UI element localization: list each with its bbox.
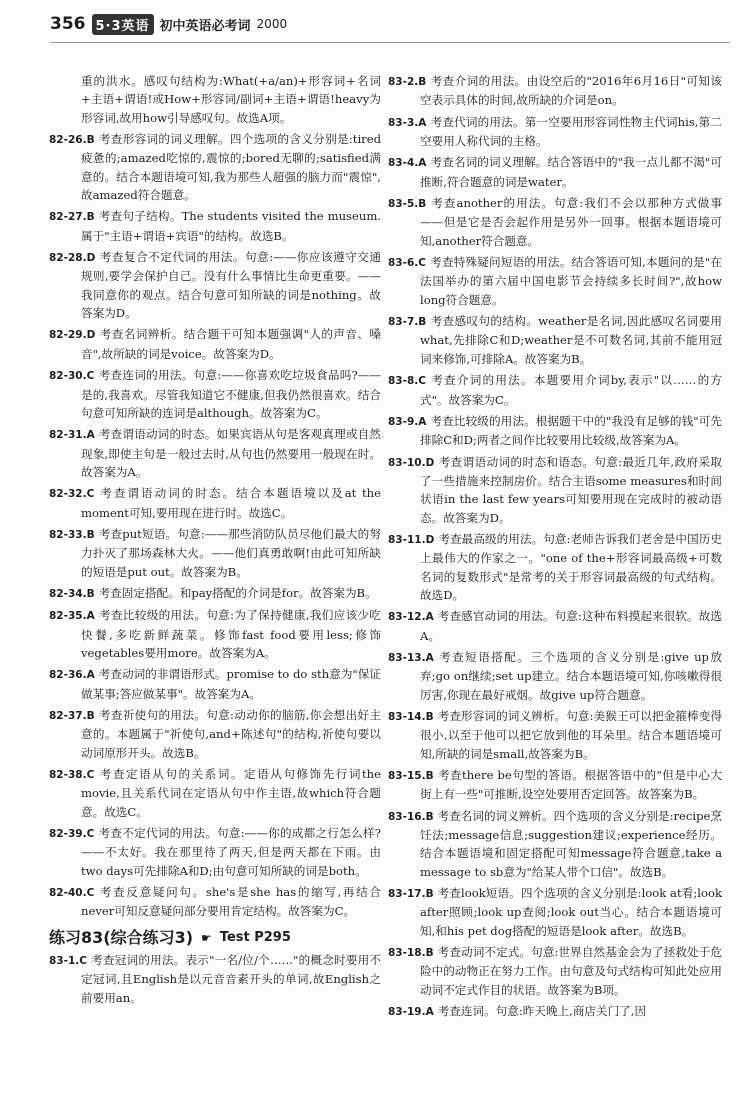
answer-text: 考查感叹句的结构。weather是名词,因此感叹名词要用what,先排除C和D;weather是不可数名词,其前不能用冠词来修饰,可排除A。故答案为B。 (420, 314, 722, 366)
answer-id: 83-7.B (388, 316, 427, 329)
answer-id: 83-17.B (388, 888, 434, 901)
answer-entry (49, 366, 381, 422)
answer-id: 83-6.C (388, 257, 426, 270)
answer-entry (49, 207, 381, 245)
answer-text: 考查句子结构。The students visited the museum.属于"主语+谓语+宾语"的结构。故选B。 (81, 209, 381, 243)
answer-entry (388, 312, 722, 368)
answer-text: 考查put短语。句意:——那些消防队员尽他们最大的努力扑灭了那场森林大火。——他们真勇敢啊!由此可知所缺的短语是put out。故答案为B。 (81, 526, 381, 579)
answer-id: 82-40.C (49, 887, 95, 900)
answer-text: 考查特殊疑问短语的用法。结合答语可知,本题问的是"在法国举办的第六届中国电影节会持续多长时间?",故how long符合题意。 (420, 255, 722, 307)
answer-list-left (49, 72, 381, 921)
book-title: 初中英语必考词 (159, 18, 251, 34)
answer-entry (388, 412, 722, 450)
answer-id: 82-36.A (49, 669, 95, 682)
answer-id: 83-15.B (388, 770, 434, 783)
answer-text: 考查谓语动词的时态。如果宾语从句是客观真理或自然现象,即使主句是一般过去时,从句也仍然要用一般现在时。故答案为A。 (81, 427, 381, 479)
answer-text: 考查固定搭配。和pay搭配的介词是for。故答案为B。 (98, 585, 377, 600)
answer-text: 考查感官动词的用法。句意:这种布料摸起来很软。故选A。 (420, 609, 722, 643)
answer-entry (49, 665, 381, 703)
answer-entry (49, 484, 381, 522)
answer-entry (49, 130, 381, 204)
answer-text: 考查there be句型的答语。根据答语中的"但是中心大街上有一些"可推断,设空处要用否定回答。故答案为B。 (420, 768, 722, 802)
section-page-ref: Test P295 (219, 929, 291, 945)
answer-text: 考查介词的用法。本题要用介词by,表示"以……的方式"。故答案为C。 (420, 373, 722, 407)
answer-text: 考查名词的词义辨析。四个选项的含义分别是:recipe烹饪法;message信息;suggestion建议;experience经历。结合本题语境和固定搭配可知message符合题意,take a message to sb意为"给某人带个口信"。故选B。 (420, 808, 722, 879)
answer-text: 考查介词的用法。由设空后的"2016年6月16日"可知该空表示具体的时间,故所缺的介词是on。 (420, 74, 722, 108)
answer-text: 考查冠词的用法。表示"一名/位/个……"的概念时要用不定冠词,且English是以元音音素开头的单词,故English之前要用an。 (81, 953, 381, 1005)
answer-entry (388, 766, 722, 804)
answer-entry (388, 807, 722, 881)
page-number: 356 (50, 14, 86, 34)
answer-entry (49, 706, 381, 762)
answer-text: 考查another的用法。句意:我们不会以那种方式做事——但是它是否会起作用是另外一回事。根据本题语境可知,another符合题意。 (420, 196, 722, 248)
right-column (388, 72, 722, 1025)
answer-text: 考查反意疑问句。she's是she has的缩写,再结合never可知反意疑问部分要用肯定结构。故答案为C。 (81, 885, 381, 919)
answer-text: 考查比较级的用法。句意:为了保持健康,我们应该少吃快餐,多吃新鲜蔬菜。修饰fast food要用less;修饰vegetables要用more。故答案为A。 (81, 608, 381, 660)
answer-entry (388, 884, 722, 940)
answer-entry (388, 453, 722, 527)
answer-text: 考查不定代词的用法。句意:——你的成都之行怎么样?——不太好。我在那里待了两天,但是两天都在下雨。由two days可先排除A和D;由句意可知所缺的词是both。 (81, 826, 381, 878)
answer-text: 考查谓语动词的时态和语态。句意:最近几年,政府采取了一些措施来控制房价。结合主语some measures和时间状语in the last few years可知要用现在完成时的被动语态。故答案为D。 (420, 454, 722, 525)
answer-entry (49, 951, 381, 1007)
answer-text: 考查连词的用法。句意:——你喜欢吃垃圾食品吗?——是的,我喜欢。尽管我知道它不健康,但我仍然很喜欢。结合句意可知所缺的连词是although。故答案为C。 (81, 368, 381, 420)
answer-list-right (388, 72, 722, 1022)
answer-id: 83-14.B (388, 711, 434, 723)
answer-id: 82-34.B (49, 587, 95, 600)
answer-entry (49, 325, 381, 363)
answer-text: 考查代词的用法。第一空要用形容词性物主代词his,第二空要用人称代词的主格。 (420, 114, 722, 149)
answer-entry (388, 707, 722, 763)
answer-entry (388, 194, 722, 250)
answer-id: 82-31.A (49, 429, 95, 442)
answer-entry (388, 253, 722, 309)
book-title-count: 2000 (256, 17, 288, 31)
answer-text: 考查名词的词义理解。结合答语中的"我一点儿都不渴"可推断,符合题意的词是water。 (420, 155, 722, 189)
left-column (49, 72, 381, 1010)
answer-id: 83-2.B (388, 76, 427, 88)
answer-text: 考查形容词的词义理解。四个选项的含义分别是:tired疲惫的;amazed吃惊的,震惊的;bored无聊的;satisfied满意的。结合本题语境可知,我为那些人超强的脑力而"震惊",故amazed符合题意。 (81, 132, 381, 203)
answer-entry (49, 525, 381, 581)
answer-entry (388, 72, 722, 110)
answer-id: 83-1.C (49, 955, 87, 968)
answer-id: 83-4.A (388, 157, 427, 170)
answer-id: 83-10.D (388, 456, 435, 469)
answer-id: 82-33.B (49, 528, 95, 541)
answer-entry (49, 72, 381, 127)
answer-entry (388, 943, 722, 999)
answer-id: 82-27.B (49, 211, 95, 224)
answer-id: 83-19.A (388, 1006, 434, 1019)
answer-entry (49, 248, 381, 322)
answer-text: 重的洪水。感叹句结构为:What(+a/an)+形容词+名词+主语+谓语!或How+形容词/副词+主语+谓语!heavy为形容词,故用how引导感叹句。故选A项。 (81, 74, 381, 125)
answer-entry (388, 648, 722, 704)
answer-id: 83-18.B (388, 947, 434, 960)
answer-entry (388, 153, 722, 191)
answer-entry (388, 371, 722, 409)
answer-entry (49, 824, 381, 880)
answer-text: 考查look短语。四个选项的含义分别是:look at看;look after照顾;look up查阅;look out当心。结合本题语境可知,和his pet dog搭配的短语是look after。故选B。 (420, 886, 722, 938)
series-logo: 5·3英语 (92, 14, 154, 35)
answer-text: 考查谓语动词的时态。结合本题语境以及at the moment可知,要用现在进行时。故选C。 (81, 486, 381, 520)
section-heading (49, 929, 381, 947)
answer-text: 考查复合不定代词的用法。句意:——你应该遵守交通规则,要学会保护自己。没有什么事情比生命更重要。——我同意你的观点。结合句意可知所缺的词是nothing。故答案为D。 (81, 250, 381, 321)
answer-entry (388, 113, 722, 151)
page-header (50, 8, 730, 40)
answer-text: 考查祈使句的用法。句意:动动你的脑筋,你会想出好主意的。本题属于"祈使句,and+陈述句"的结构,祈使句要以动词原形开头。故选B。 (81, 708, 381, 760)
answer-text: 考查动词的非谓语形式。promise to do sth意为"保证做某事;答应做某事"。故答案为A。 (81, 667, 381, 701)
answer-text: 考查连词。句意:昨天晚上,商店关门了,因 (437, 1004, 647, 1019)
answer-entry (388, 1002, 722, 1021)
answer-entry (49, 606, 381, 662)
answer-entry (49, 425, 381, 481)
answer-id: 82-28.D (49, 252, 96, 265)
answer-id: 83-9.A (388, 415, 427, 428)
answer-id: 82-37.B (49, 710, 95, 722)
answer-entry (388, 607, 722, 645)
answer-id: 83-13.A (388, 651, 434, 664)
answer-id: 83-12.A (388, 611, 434, 624)
answer-list-left-after (49, 951, 381, 1007)
answer-text: 考查形容词的词义辨析。句意:美猴王可以把金箍棒变得很小,以至于他可以把它放到他的耳朵里。结合本题语境可知,所缺的词是small,故答案为B。 (420, 709, 722, 761)
answer-id: 83-16.B (388, 810, 434, 823)
answer-id: 82-32.C (49, 488, 95, 501)
header-rule (50, 42, 730, 43)
answer-id: 82-26.B (49, 134, 95, 147)
answer-id: 83-8.C (388, 375, 426, 388)
answer-text: 考查短语搭配。三个选项的含义分别是:give up放弃;go on继续;set up建立。结合本题语境可知,你咳嗽得很厉害,你现在最好戒烟。故give up符合题意。 (420, 649, 722, 702)
answer-text: 考查最高级的用法。句意:老师告诉我们老舍是中国历史上最伟大的作家之一。"one of the+形容词最高级+可数名词的复数形式"是常考的关于形容词最高级的句式结构。故选D。 (420, 531, 722, 602)
answer-id: 83-11.D (388, 533, 435, 546)
answer-entry (388, 530, 722, 604)
answer-entry (49, 584, 381, 603)
answer-id: 82-30.C (49, 370, 95, 383)
answer-id: 82-29.D (49, 329, 96, 342)
answer-entry (49, 765, 381, 821)
answer-id: 83-3.A (388, 116, 427, 129)
answer-id: 82-39.C (49, 828, 95, 841)
section-title: 练习83(综合练习3) (49, 927, 194, 947)
answer-text: 考查名词辨析。结合题干可知本题强调"人的声音、嗓音",故所缺的词是voice。故答案为D。 (81, 327, 381, 361)
answer-text: 考查定语从句的关系词。定语从句修饰先行词the movie,且关系代词在定语从句中作主语,故which符合题意。故选C。 (81, 767, 381, 819)
answer-text: 考查比较级的用法。根据题干中的"我没有足够的钱"可先排除C和D;两者之间作比较要用比较级,故答案为A。 (420, 413, 722, 448)
answer-id: 82-35.A (49, 610, 95, 623)
answer-text: 考查动词不定式。句意:世界自然基金会为了拯救处于危险中的动物正在努力工作。由句意及句式结构可知此处应用动词不定式作目的状语。故答案为B项。 (420, 945, 722, 997)
answer-id: 83-5.B (388, 198, 427, 211)
hand-pointer-icon: ☛ (201, 930, 212, 945)
answer-entry (49, 883, 381, 921)
answer-id: 82-38.C (49, 769, 95, 782)
